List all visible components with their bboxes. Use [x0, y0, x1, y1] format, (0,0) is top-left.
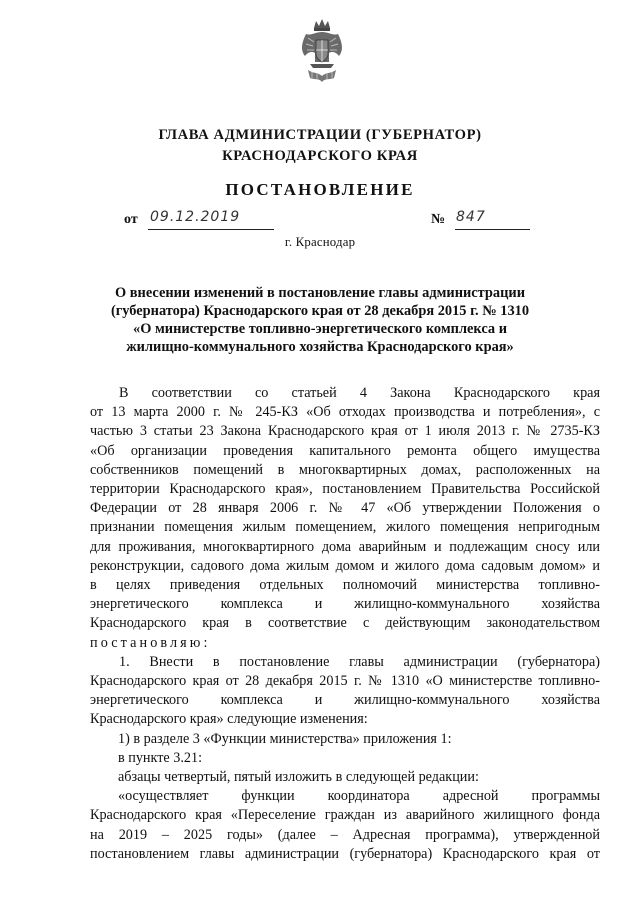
body-line: В соответствии со статьей 4 Закона Краснодарского края [119, 385, 600, 401]
body-line: Краснодарского края «Переселение граждан из аварийного жилищного фонда [90, 807, 600, 824]
body-line: «Об организации проведения капитального ремонта общего имущества [90, 442, 600, 459]
body-line: территории Краснодарского края», постановлением Правительства Российской [90, 481, 600, 498]
body-line: энергетического комплекса и жилищно-коммунального хозяйства [90, 692, 600, 709]
body-line: признании помещения жилым помещением, жилого помещения непригодным [90, 519, 600, 536]
document-title [90, 284, 550, 356]
document-type-heading: ПОСТАНОВЛЕНИЕ [225, 180, 415, 199]
body-line: собственников помещений в многоквартирных домах, расположенных на [90, 461, 600, 478]
body-line: Краснодарского края в соответствие с действующим законодательством [90, 615, 600, 632]
body-line: Федерации от 28 января 2006 г. № 47 «Об утверждении Положения о [90, 500, 600, 517]
number-underline [455, 229, 530, 230]
body-line-resolution: постановляю: [90, 634, 211, 651]
body-line: на 2019 – 2025 годы» (далее – Адресная программа), утвержденной [90, 826, 600, 843]
body-line: реконструкции, садового дома жилым домом и жилого дома садовым домом» и [90, 557, 600, 574]
date-value: 09.12.2019 [150, 209, 241, 225]
city-label: г. Краснодар [284, 235, 356, 249]
body-line: абзацы четвертый, пятый изложить в следующей редакции: [118, 769, 479, 786]
issuing-authority-line-1: ГЛАВА АДМИНИСТРАЦИИ (ГУБЕРНАТОР) [158, 127, 482, 143]
date-underline [148, 229, 274, 230]
body-line: от 13 марта 2000 г. № 245-КЗ «Об отходах производства и потребления», с [90, 404, 600, 421]
date-label: от [124, 212, 138, 227]
body-line: частью 3 статьи 23 Закона Краснодарского края от 1 июля 2013 г. № 2735-КЗ [90, 423, 600, 440]
body-line: в пункте 3.21: [118, 749, 203, 766]
coat-of-arms-emblem [296, 18, 348, 84]
body-line: Краснодарского края от 28 декабря 2015 г. № 1310 «О министерстве топливно- [90, 673, 600, 690]
document-number-value: 847 [456, 209, 486, 225]
body-line: 1. Внести в постановление главы администрации (губернатора) [119, 653, 600, 670]
title-line: О внесении изменений в постановление главы администрации [114, 285, 525, 301]
issuing-authority-line-2: КРАСНОДАРСКОГО КРАЯ [222, 148, 418, 164]
title-line: жилищно-коммунального хозяйства Краснодарского края» [126, 339, 514, 355]
body-line: для проживания, многоквартирного дома аварийным и подлежащим сносу или [90, 538, 600, 555]
body-line: энергетического комплекса и жилищно-коммунального хозяйства [90, 596, 600, 613]
title-line: «О министерстве топливно-энергетического комплекса и [133, 321, 507, 337]
body-line: Краснодарского края» следующие изменения: [90, 711, 368, 728]
body-line: 1) в разделе 3 «Функции министерства» приложения 1: [118, 730, 452, 747]
body-line: в целях приведения отдельных полномочий министерства топливно- [90, 577, 600, 594]
body-line: постановлением главы администрации (губернатора) Краснодарского края от [90, 845, 600, 862]
title-line: (губернатора) Краснодарского края от 28 декабря 2015 г. № 1310 [110, 303, 530, 319]
body-line: «осуществляет функции координатора адресной программы [118, 788, 600, 805]
number-label: № [431, 212, 446, 227]
document-body [90, 384, 600, 864]
